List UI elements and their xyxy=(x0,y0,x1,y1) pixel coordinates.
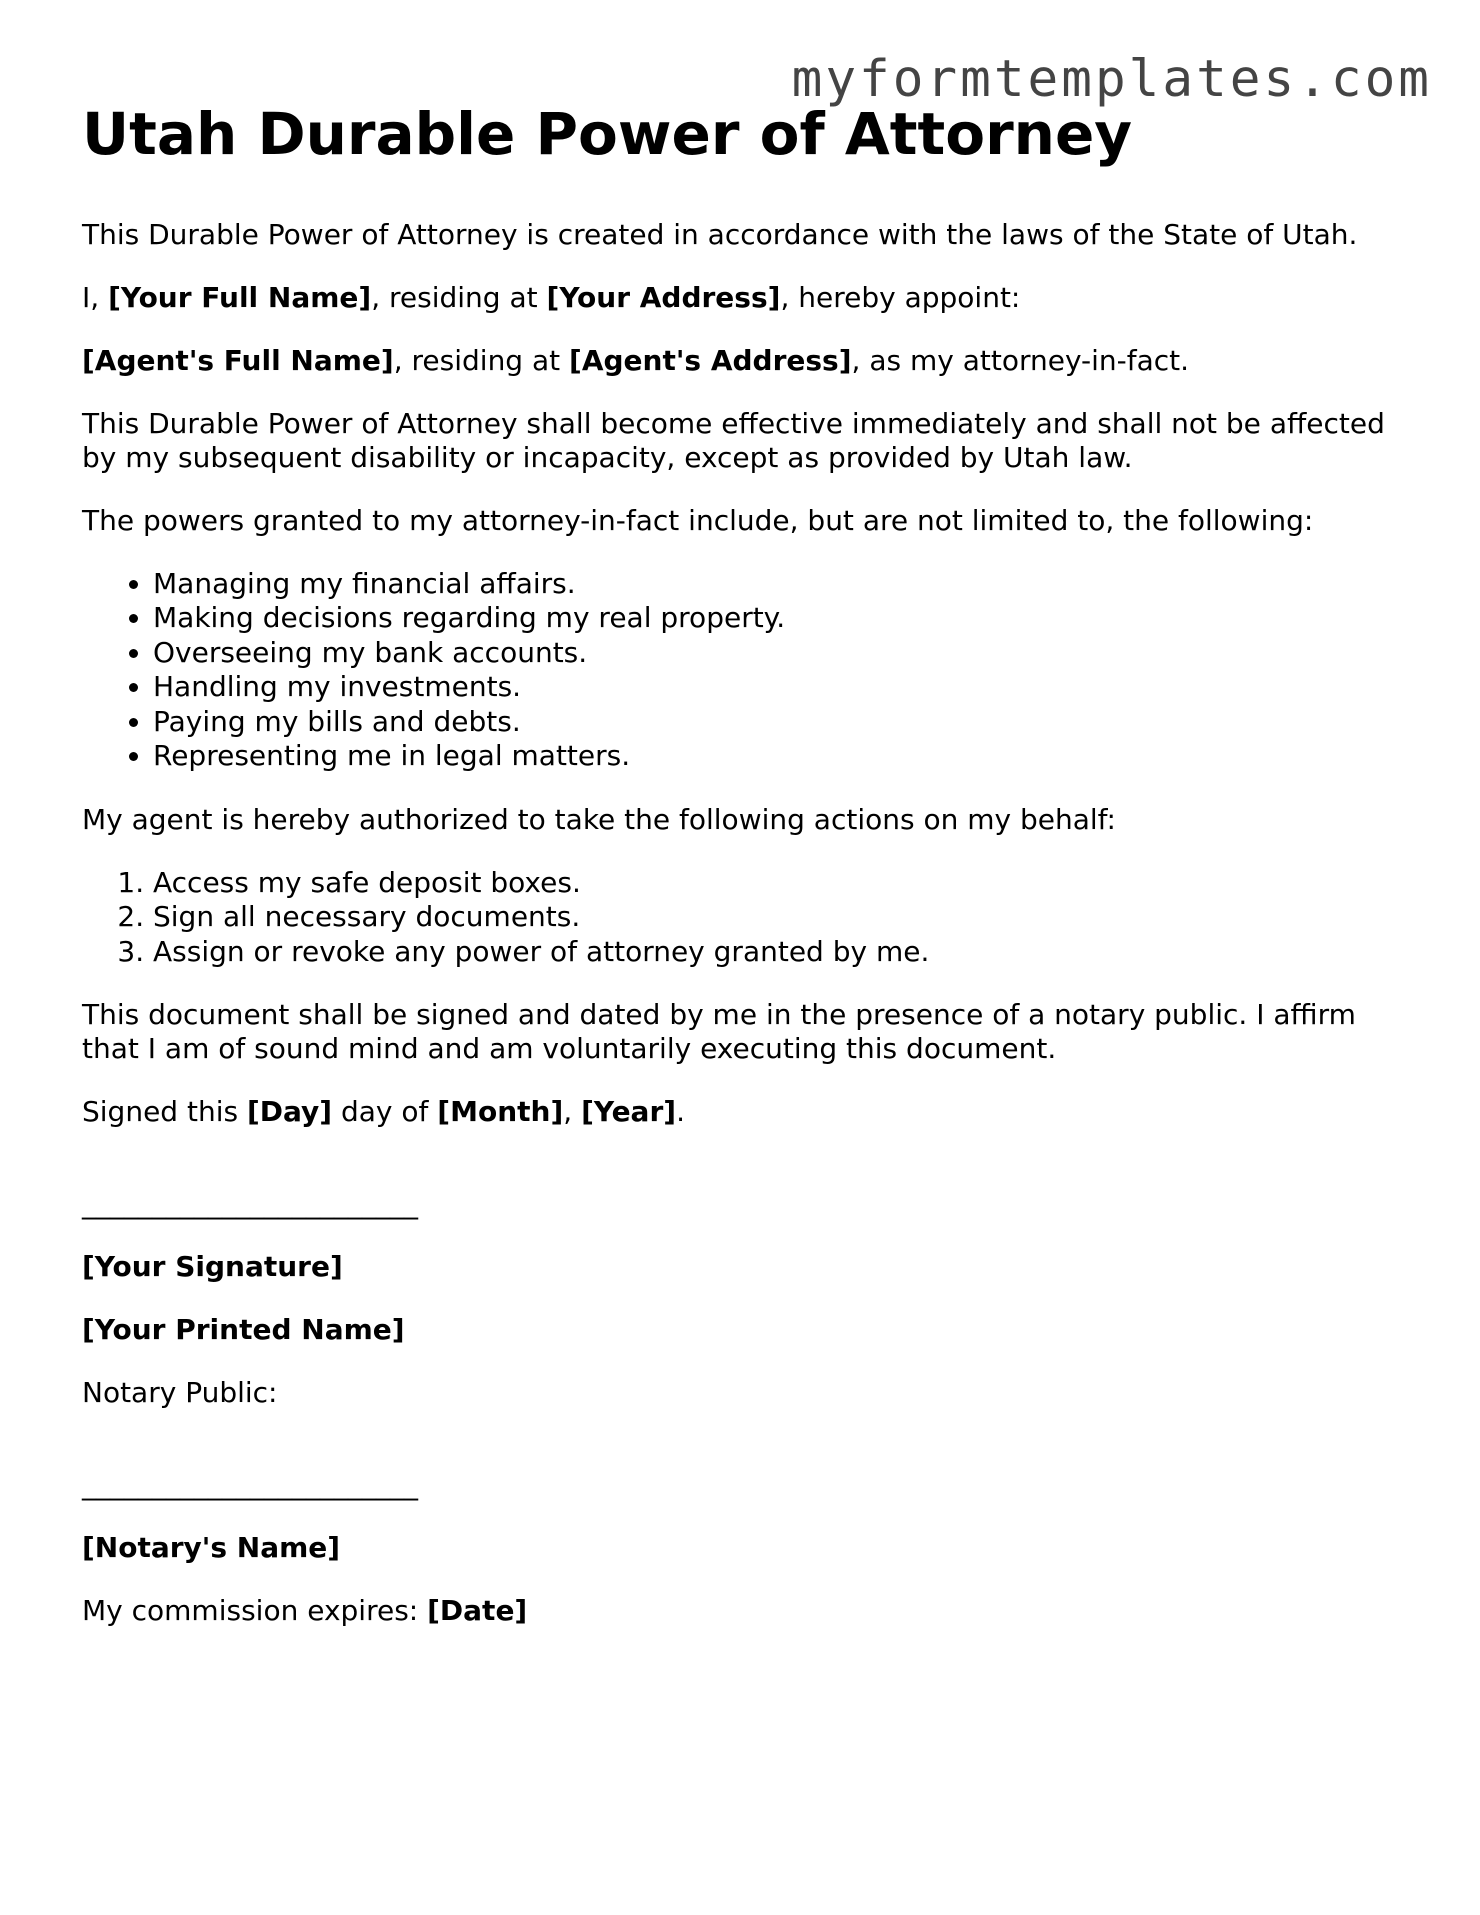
powers-intro: The powers granted to my attorney-in-fact include, but are not limited to, the following: xyxy=(82,503,1314,537)
agent-name-placeholder: [Agent's Full Name] xyxy=(82,343,394,377)
principal-address-placeholder: [Your Address] xyxy=(546,280,781,314)
appointment-paragraph: I, [Your Full Name], residing at [Your Address], hereby appoint: xyxy=(82,280,1021,314)
list-item: • Overseeing my bank accounts. xyxy=(153,636,1412,671)
signature-placeholder: [Your Signature] xyxy=(82,1250,343,1284)
year-placeholder: [Year] xyxy=(581,1095,677,1129)
list-item: • Managing my financial affairs. xyxy=(153,567,1412,602)
affirmation-paragraph: This document shall be signed and dated by me in the presence of a notary public. I affirm that I am of sound mind and am voluntarily executing this document. xyxy=(82,998,1356,1066)
day-placeholder: [Day] xyxy=(246,1095,333,1129)
list-item: 3. Assign or revoke any power of attorney granted by me. xyxy=(153,935,1412,970)
actions-list xyxy=(82,866,1412,970)
actions-intro: My agent is hereby authorized to take the following actions on my behalf: xyxy=(82,802,1116,836)
principal-name-placeholder: [Your Full Name] xyxy=(108,280,372,314)
notary-signature-line: ________________________ xyxy=(82,1468,418,1502)
agent-paragraph: [Agent's Full Name], residing at [Agent's Address], as my attorney-in-fact. xyxy=(82,343,1190,377)
powers-list xyxy=(82,567,1412,774)
printed-name-placeholder: [Your Printed Name] xyxy=(82,1313,405,1347)
list-item: 1. Access my safe deposit boxes. xyxy=(153,866,1412,901)
effective-paragraph: This Durable Power of Attorney shall become effective immediately and shall not be affected by my subsequent disability or incapacity, except as provided by Utah law. xyxy=(82,406,1385,474)
list-item: • Representing me in legal matters. xyxy=(153,739,1412,774)
signature-line: ________________________ xyxy=(82,1187,418,1221)
document-title: Utah Durable Power of Attorney xyxy=(82,100,1133,168)
signed-date-line: Signed this [Day] day of [Month], [Year]. xyxy=(82,1095,685,1129)
commission-line: My commission expires: [Date] xyxy=(82,1594,528,1628)
commission-date-placeholder: [Date] xyxy=(427,1594,528,1628)
list-item: 2. Sign all necessary documents. xyxy=(153,900,1412,935)
notary-name-placeholder: [Notary's Name] xyxy=(82,1531,341,1565)
document-body xyxy=(82,100,1412,1657)
list-item: • Making decisions regarding my real property. xyxy=(153,601,1412,636)
intro-paragraph: This Durable Power of Attorney is created in accordance with the laws of the State of Utah. xyxy=(82,217,1358,251)
list-item: • Handling my investments. xyxy=(153,670,1412,705)
notary-label: Notary Public: xyxy=(82,1376,278,1410)
agent-address-placeholder: [Agent's Address] xyxy=(569,343,852,377)
list-item: • Paying my bills and debts. xyxy=(153,705,1412,740)
month-placeholder: [Month] xyxy=(437,1095,564,1129)
watermark: myformtemplates.com xyxy=(791,50,1432,109)
